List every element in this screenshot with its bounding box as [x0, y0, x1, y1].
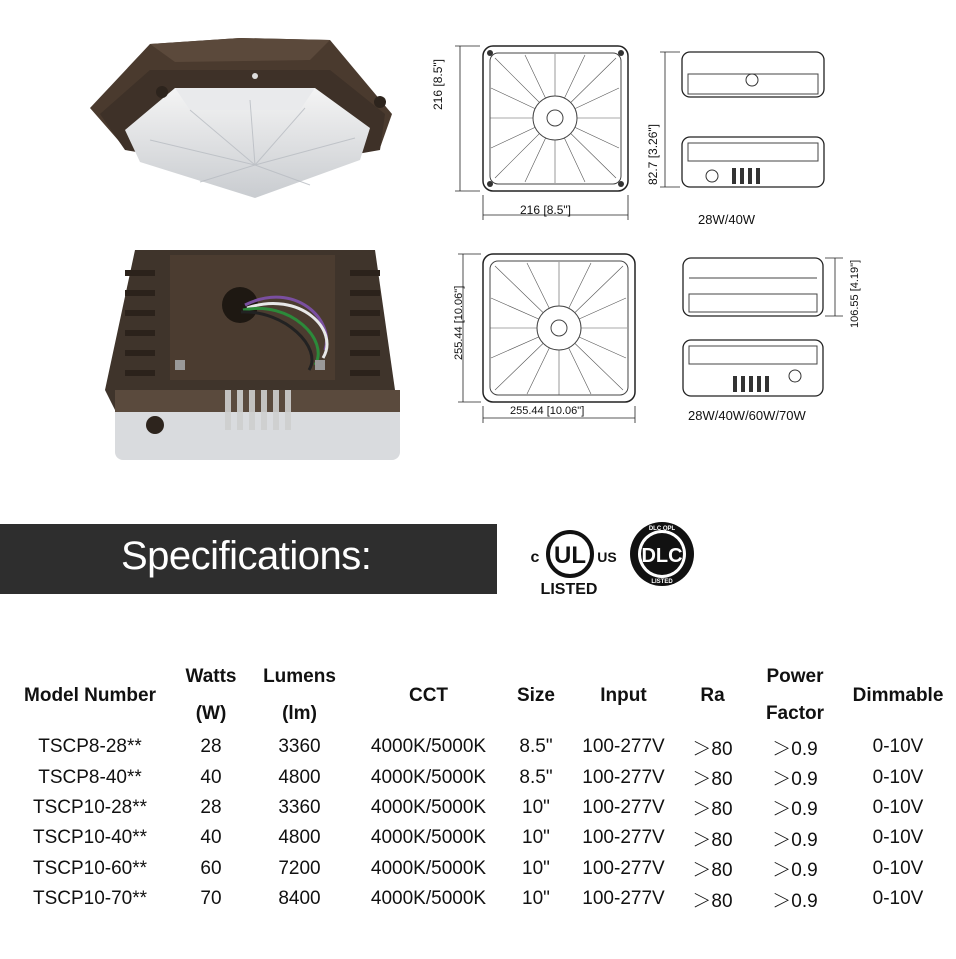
table-cell: 100-277V	[582, 796, 665, 818]
dimension-drawing-8in	[440, 40, 840, 235]
table-cell: ＞0.9	[772, 890, 818, 912]
dim-label-10in-width: 255.44 [10.06"]	[510, 405, 585, 417]
table-cell: 10"	[522, 827, 550, 849]
drawing-caption-8in: 28W/40W	[698, 212, 756, 227]
column-header	[180, 658, 242, 732]
table-cell: TSCP10-70**	[32, 888, 148, 910]
table-cell: 0-10V	[872, 857, 924, 879]
table-cell: 100-277V	[582, 766, 665, 788]
svg-text:DLC: DLC	[641, 545, 683, 567]
product-photo-front	[80, 30, 410, 220]
table-cell: 28	[200, 736, 222, 758]
table-cell: ＞0.9	[772, 860, 818, 882]
table-cell: 4800	[278, 827, 321, 849]
table-cell: 100-277V	[582, 888, 665, 910]
table-cell: 4000K/5000K	[370, 796, 487, 818]
table-cell: 4000K/5000K	[370, 857, 487, 879]
table-cell: 0-10V	[872, 888, 924, 910]
column-header	[675, 658, 750, 732]
table-cell: ＞0.9	[772, 769, 818, 791]
svg-text:UL: UL	[554, 542, 586, 569]
dim-label-10in-side-height: 106.55 [4.19"]	[849, 259, 861, 328]
column-header-line1: Input	[600, 684, 647, 706]
table-cell: ＞0.9	[772, 799, 818, 821]
table-cell: ＞80	[692, 890, 733, 912]
table-cell: TSCP8-40**	[38, 766, 142, 788]
table-cell: 0-10V	[872, 827, 924, 849]
table-row	[0, 793, 956, 823]
ul-listed-logo	[523, 522, 623, 600]
table-row	[0, 732, 956, 762]
svg-text:c: c	[530, 549, 540, 566]
table-cell: 0-10V	[872, 736, 924, 758]
specifications-table	[0, 658, 956, 914]
column-header	[357, 658, 500, 732]
dim-label-top-height: 216 [8.5"]	[431, 59, 445, 110]
table-cell: ＞80	[692, 769, 733, 791]
table-cell: 10"	[522, 857, 550, 879]
column-header-line2: Factor	[765, 703, 825, 724]
product-photo-back	[95, 240, 415, 475]
column-header-line1: Power	[766, 666, 824, 687]
dlc-listed-logo	[628, 520, 696, 588]
column-header-line1: Ra	[700, 684, 725, 706]
column-header	[0, 658, 180, 732]
table-row	[0, 854, 956, 884]
table-cell: 3360	[278, 736, 321, 758]
column-header-line1: Model Number	[24, 684, 156, 706]
table-cell: 28	[200, 796, 222, 818]
table-row	[0, 823, 956, 853]
table-cell: 0-10V	[872, 796, 924, 818]
column-header-line1: Watts	[185, 666, 237, 687]
table-cell: 60	[200, 857, 222, 879]
table-cell: ＞80	[692, 860, 733, 882]
table-cell: 8.5"	[519, 766, 553, 788]
column-header	[572, 658, 675, 732]
column-header-line2: (W)	[195, 703, 227, 724]
dim-label-side-height: 82.7 [3.26"]	[646, 124, 660, 185]
column-header-line1: Size	[516, 684, 556, 706]
column-header	[242, 658, 357, 732]
table-cell: TSCP8-28**	[38, 736, 142, 758]
column-header-line1: CCT	[408, 684, 449, 706]
column-header-line1: Lumens	[263, 666, 336, 687]
table-cell: 4000K/5000K	[370, 827, 487, 849]
column-header-line1: Dimmable	[852, 684, 944, 706]
table-cell: 4000K/5000K	[370, 888, 487, 910]
table-cell: 4000K/5000K	[370, 766, 487, 788]
dimension-drawing-10in	[455, 248, 870, 428]
table-cell: TSCP10-28**	[32, 796, 148, 818]
svg-text:US: US	[597, 549, 617, 565]
table-cell: 100-277V	[582, 827, 665, 849]
dim-label-top-width: 216 [8.5"]	[520, 203, 571, 217]
table-cell: 0-10V	[872, 766, 924, 788]
specifications-title: Specifications:	[121, 534, 372, 578]
svg-text:DLC QPL: DLC QPL	[648, 526, 676, 532]
drawing-caption-10in: 28W/40W/60W/70W	[688, 408, 806, 423]
svg-text:LISTED: LISTED	[651, 579, 673, 585]
column-header	[750, 658, 840, 732]
table-cell: 8400	[278, 888, 321, 910]
table-cell: 70	[200, 888, 222, 910]
table-cell: 10"	[522, 796, 550, 818]
table-cell: TSCP10-60**	[32, 857, 148, 879]
dim-label-10in-height: 255.44 [10.06"]	[453, 285, 465, 360]
table-cell: 4800	[278, 766, 321, 788]
table-cell: ＞0.9	[772, 829, 818, 851]
column-header-line2: (lm)	[282, 703, 317, 724]
table-cell: ＞0.9	[772, 738, 818, 760]
table-cell: 40	[200, 827, 222, 849]
table-row	[0, 762, 956, 792]
table-cell: ＞80	[692, 829, 733, 851]
table-body	[0, 732, 956, 914]
table-cell: 7200	[278, 857, 321, 879]
table-cell: TSCP10-40**	[32, 827, 148, 849]
table-row	[0, 884, 956, 914]
table-cell: 4000K/5000K	[370, 736, 487, 758]
column-header	[500, 658, 572, 732]
svg-text:LISTED: LISTED	[540, 581, 598, 598]
table-cell: 100-277V	[582, 857, 665, 879]
table-header-row	[0, 658, 956, 732]
table-cell: 40	[200, 766, 222, 788]
table-cell: 10"	[522, 888, 550, 910]
table-cell: 3360	[278, 796, 321, 818]
table-cell: ＞80	[692, 799, 733, 821]
table-cell: 8.5"	[519, 736, 553, 758]
table-cell: 100-277V	[582, 736, 665, 758]
table-cell: ＞80	[692, 738, 733, 760]
column-header	[840, 658, 956, 732]
